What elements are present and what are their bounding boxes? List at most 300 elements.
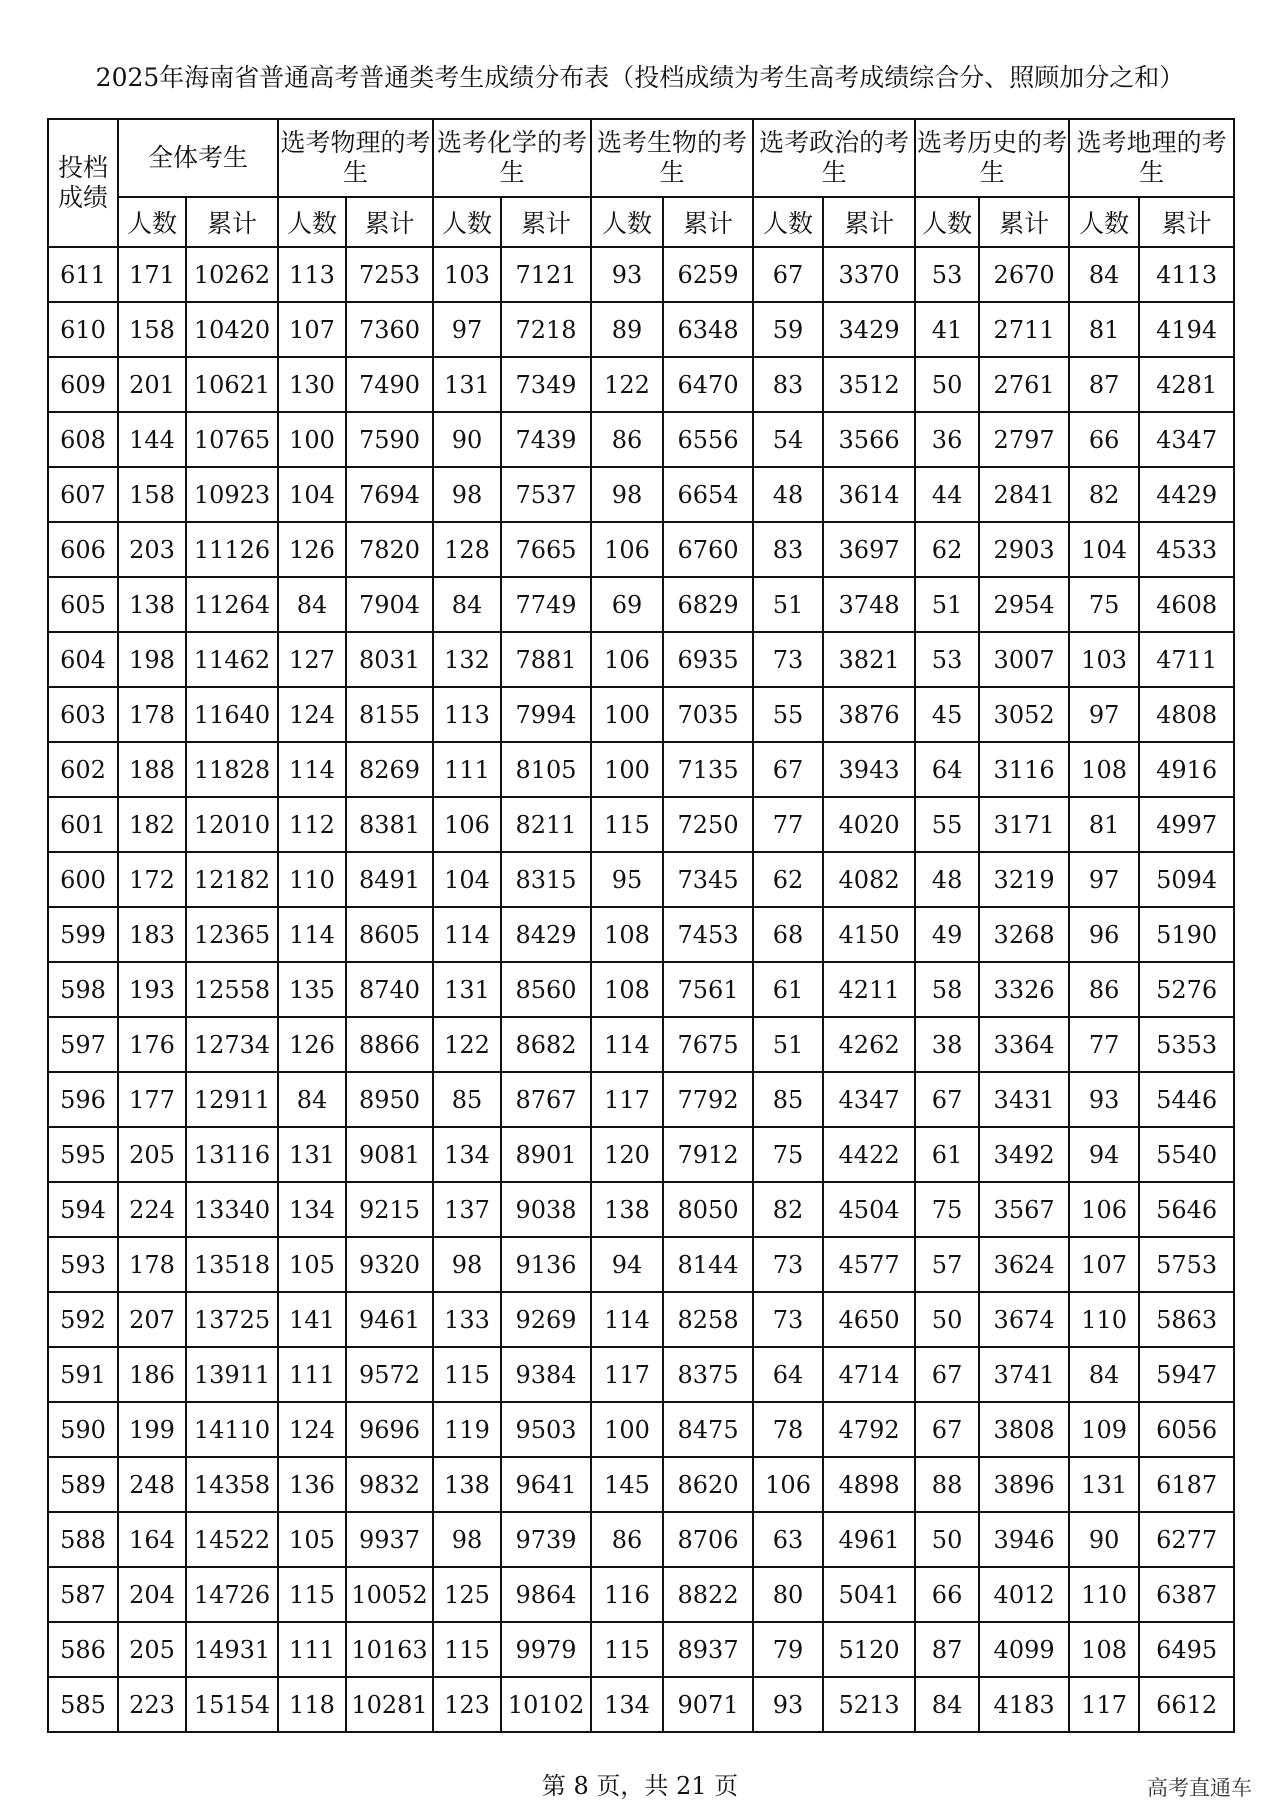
cumulative-cell: 13911 — [186, 1347, 278, 1402]
score-distribution-table — [47, 118, 1235, 1733]
count-cell: 84 — [278, 577, 346, 632]
cumulative-cell: 8375 — [663, 1347, 753, 1402]
count-cell: 86 — [591, 412, 663, 467]
cumulative-cell: 12010 — [186, 797, 278, 852]
cumulative-cell: 4211 — [823, 962, 915, 1017]
table-row — [48, 742, 1234, 797]
table-row — [48, 797, 1234, 852]
cumulative-cell: 6056 — [1139, 1402, 1234, 1457]
count-cell: 105 — [278, 1237, 346, 1292]
score-cell: 595 — [48, 1127, 118, 1182]
table-row — [48, 1292, 1234, 1347]
count-cell: 87 — [1069, 357, 1139, 412]
cumulative-cell: 9269 — [501, 1292, 591, 1347]
count-cell: 57 — [915, 1237, 979, 1292]
count-cell: 67 — [753, 742, 823, 797]
cumulative-cell: 3567 — [979, 1182, 1069, 1237]
count-cell: 69 — [591, 577, 663, 632]
count-cell: 81 — [1069, 797, 1139, 852]
cumulative-cell: 3326 — [979, 962, 1069, 1017]
cumulative-cell: 11126 — [186, 522, 278, 577]
cumulative-cell: 3007 — [979, 632, 1069, 687]
count-cell: 100 — [591, 1402, 663, 1457]
count-header: 人数 — [591, 197, 663, 247]
count-cell: 135 — [278, 962, 346, 1017]
count-cell: 127 — [278, 632, 346, 687]
count-cell: 183 — [118, 907, 186, 962]
count-cell: 100 — [591, 687, 663, 742]
cumulative-cell: 6259 — [663, 247, 753, 302]
count-cell: 131 — [433, 962, 501, 1017]
count-cell: 73 — [753, 1237, 823, 1292]
count-cell: 105 — [278, 1512, 346, 1567]
count-cell: 111 — [278, 1347, 346, 1402]
cumulative-cell: 5947 — [1139, 1347, 1234, 1402]
cumulative-cell: 4020 — [823, 797, 915, 852]
count-cell: 136 — [278, 1457, 346, 1512]
cumulative-cell: 4262 — [823, 1017, 915, 1072]
cumulative-cell: 8381 — [346, 797, 433, 852]
cumulative-cell: 7360 — [346, 302, 433, 357]
cumulative-cell: 8937 — [663, 1622, 753, 1677]
cumulative-cell: 4808 — [1139, 687, 1234, 742]
count-cell: 131 — [278, 1127, 346, 1182]
table-row — [48, 412, 1234, 467]
count-cell: 66 — [1069, 412, 1139, 467]
count-cell: 73 — [753, 632, 823, 687]
count-cell: 114 — [591, 1292, 663, 1347]
cumulative-cell: 4082 — [823, 852, 915, 907]
cumulative-cell: 5863 — [1139, 1292, 1234, 1347]
count-cell: 118 — [278, 1677, 346, 1732]
count-cell: 84 — [278, 1072, 346, 1127]
count-cell: 158 — [118, 302, 186, 357]
cumulative-cell: 7561 — [663, 962, 753, 1017]
count-cell: 85 — [753, 1072, 823, 1127]
count-cell: 115 — [433, 1347, 501, 1402]
group-header-biology: 选考生物的考生 — [591, 119, 753, 197]
count-cell: 86 — [591, 1512, 663, 1567]
cumulative-cell: 4194 — [1139, 302, 1234, 357]
count-cell: 104 — [433, 852, 501, 907]
table-row — [48, 1457, 1234, 1512]
watermark: 高考直通车 — [1147, 1776, 1252, 1800]
count-cell: 38 — [915, 1017, 979, 1072]
count-cell: 58 — [915, 962, 979, 1017]
count-cell: 134 — [591, 1677, 663, 1732]
count-cell: 55 — [753, 687, 823, 742]
count-cell: 126 — [278, 1017, 346, 1072]
table-row — [48, 907, 1234, 962]
count-cell: 51 — [753, 1017, 823, 1072]
count-cell: 108 — [591, 907, 663, 962]
cumulative-cell: 12734 — [186, 1017, 278, 1072]
count-cell: 104 — [1069, 522, 1139, 577]
count-cell: 53 — [915, 247, 979, 302]
count-cell: 124 — [278, 687, 346, 742]
cumulative-cell: 12365 — [186, 907, 278, 962]
count-cell: 77 — [1069, 1017, 1139, 1072]
cumulative-cell: 8475 — [663, 1402, 753, 1457]
table-row — [48, 1347, 1234, 1402]
cumulative-cell: 5540 — [1139, 1127, 1234, 1182]
count-cell: 104 — [278, 467, 346, 522]
count-cell: 141 — [278, 1292, 346, 1347]
count-cell: 51 — [753, 577, 823, 632]
score-cell: 587 — [48, 1567, 118, 1622]
cumulative-cell: 13725 — [186, 1292, 278, 1347]
cumulative-cell: 8560 — [501, 962, 591, 1017]
cumulative-cell: 4961 — [823, 1512, 915, 1567]
count-cell: 96 — [1069, 907, 1139, 962]
count-cell: 207 — [118, 1292, 186, 1347]
cumulative-cell: 7218 — [501, 302, 591, 357]
cumulative-cell: 8105 — [501, 742, 591, 797]
count-cell: 124 — [278, 1402, 346, 1457]
score-cell: 610 — [48, 302, 118, 357]
cumulative-cell: 12558 — [186, 962, 278, 1017]
cumulative-cell: 6829 — [663, 577, 753, 632]
table-row — [48, 467, 1234, 522]
count-cell: 178 — [118, 1237, 186, 1292]
cumulative-cell: 8155 — [346, 687, 433, 742]
cumulative-cell: 14726 — [186, 1567, 278, 1622]
cumulative-cell: 4997 — [1139, 797, 1234, 852]
count-cell: 182 — [118, 797, 186, 852]
table-row — [48, 357, 1234, 412]
score-cell: 606 — [48, 522, 118, 577]
count-cell: 112 — [278, 797, 346, 852]
count-cell: 62 — [915, 522, 979, 577]
cumulative-cell: 8258 — [663, 1292, 753, 1347]
cumulative-cell: 8429 — [501, 907, 591, 962]
cumulative-cell: 3431 — [979, 1072, 1069, 1127]
cumulative-cell: 12182 — [186, 852, 278, 907]
count-cell: 205 — [118, 1127, 186, 1182]
cumulative-header: 累计 — [823, 197, 915, 247]
count-cell: 49 — [915, 907, 979, 962]
count-cell: 95 — [591, 852, 663, 907]
cumulative-cell: 9503 — [501, 1402, 591, 1457]
group-header-geography: 选考地理的考生 — [1069, 119, 1234, 197]
table-row — [48, 522, 1234, 577]
count-header: 人数 — [278, 197, 346, 247]
cumulative-cell: 9937 — [346, 1512, 433, 1567]
count-cell: 94 — [1069, 1127, 1139, 1182]
cumulative-cell: 9215 — [346, 1182, 433, 1237]
count-cell: 111 — [278, 1622, 346, 1677]
count-cell: 113 — [278, 247, 346, 302]
count-cell: 41 — [915, 302, 979, 357]
count-cell: 123 — [433, 1677, 501, 1732]
cumulative-cell: 8901 — [501, 1127, 591, 1182]
count-cell: 186 — [118, 1347, 186, 1402]
group-header-all: 全体考生 — [118, 119, 278, 197]
cumulative-cell: 13340 — [186, 1182, 278, 1237]
count-cell: 106 — [1069, 1182, 1139, 1237]
count-cell: 224 — [118, 1182, 186, 1237]
cumulative-cell: 3492 — [979, 1127, 1069, 1182]
count-cell: 131 — [1069, 1457, 1139, 1512]
cumulative-header: 累计 — [663, 197, 753, 247]
count-cell: 106 — [433, 797, 501, 852]
cumulative-cell: 6760 — [663, 522, 753, 577]
score-cell: 605 — [48, 577, 118, 632]
count-cell: 64 — [915, 742, 979, 797]
cumulative-cell: 8767 — [501, 1072, 591, 1127]
cumulative-cell: 9136 — [501, 1237, 591, 1292]
count-cell: 75 — [1069, 577, 1139, 632]
count-cell: 116 — [591, 1567, 663, 1622]
count-cell: 145 — [591, 1457, 663, 1512]
count-cell: 133 — [433, 1292, 501, 1347]
count-cell: 59 — [753, 302, 823, 357]
count-cell: 134 — [278, 1182, 346, 1237]
cumulative-cell: 6470 — [663, 357, 753, 412]
cumulative-cell: 4898 — [823, 1457, 915, 1512]
cumulative-cell: 7694 — [346, 467, 433, 522]
cumulative-cell: 2670 — [979, 247, 1069, 302]
group-header-physics: 选考物理的考生 — [278, 119, 433, 197]
cumulative-cell: 4577 — [823, 1237, 915, 1292]
score-column-header: 投档成绩 — [48, 119, 118, 247]
table-row — [48, 302, 1234, 357]
table-row — [48, 1127, 1234, 1182]
score-cell: 585 — [48, 1677, 118, 1732]
count-cell: 51 — [915, 577, 979, 632]
count-cell: 81 — [1069, 302, 1139, 357]
count-cell: 61 — [753, 962, 823, 1017]
count-cell: 106 — [591, 632, 663, 687]
cumulative-cell: 11462 — [186, 632, 278, 687]
score-cell: 597 — [48, 1017, 118, 1072]
cumulative-cell: 9038 — [501, 1182, 591, 1237]
cumulative-cell: 4347 — [1139, 412, 1234, 467]
count-cell: 111 — [433, 742, 501, 797]
table-row — [48, 632, 1234, 687]
count-cell: 98 — [591, 467, 663, 522]
cumulative-cell: 10765 — [186, 412, 278, 467]
count-cell: 85 — [433, 1072, 501, 1127]
count-cell: 119 — [433, 1402, 501, 1457]
count-cell: 84 — [1069, 247, 1139, 302]
cumulative-cell: 3429 — [823, 302, 915, 357]
count-cell: 97 — [433, 302, 501, 357]
cumulative-cell: 4792 — [823, 1402, 915, 1457]
cumulative-cell: 9979 — [501, 1622, 591, 1677]
cumulative-cell: 8315 — [501, 852, 591, 907]
cumulative-cell: 9384 — [501, 1347, 591, 1402]
count-cell: 75 — [915, 1182, 979, 1237]
count-cell: 172 — [118, 852, 186, 907]
table-row — [48, 1017, 1234, 1072]
count-cell: 114 — [591, 1017, 663, 1072]
cumulative-cell: 9739 — [501, 1512, 591, 1567]
cumulative-cell: 2954 — [979, 577, 1069, 632]
score-cell: 598 — [48, 962, 118, 1017]
count-cell: 50 — [915, 1292, 979, 1347]
cumulative-cell: 4099 — [979, 1622, 1069, 1677]
count-cell: 93 — [1069, 1072, 1139, 1127]
score-cell: 599 — [48, 907, 118, 962]
cumulative-cell: 10621 — [186, 357, 278, 412]
cumulative-cell: 7453 — [663, 907, 753, 962]
header-group-row — [48, 119, 1234, 197]
count-cell: 88 — [915, 1457, 979, 1512]
cumulative-cell: 3943 — [823, 742, 915, 797]
count-cell: 120 — [591, 1127, 663, 1182]
cumulative-cell: 5094 — [1139, 852, 1234, 907]
count-cell: 48 — [753, 467, 823, 522]
cumulative-cell: 11264 — [186, 577, 278, 632]
count-cell: 45 — [915, 687, 979, 742]
cumulative-cell: 5353 — [1139, 1017, 1234, 1072]
cumulative-cell: 3512 — [823, 357, 915, 412]
count-cell: 203 — [118, 522, 186, 577]
count-cell: 67 — [915, 1072, 979, 1127]
count-cell: 93 — [591, 247, 663, 302]
cumulative-header: 累计 — [186, 197, 278, 247]
count-cell: 54 — [753, 412, 823, 467]
cumulative-cell: 3566 — [823, 412, 915, 467]
score-cell: 608 — [48, 412, 118, 467]
cumulative-cell: 9864 — [501, 1567, 591, 1622]
cumulative-cell: 9081 — [346, 1127, 433, 1182]
cumulative-cell: 6495 — [1139, 1622, 1234, 1677]
count-cell: 64 — [753, 1347, 823, 1402]
count-cell: 114 — [278, 742, 346, 797]
count-cell: 138 — [591, 1182, 663, 1237]
cumulative-cell: 8682 — [501, 1017, 591, 1072]
count-cell: 97 — [1069, 687, 1139, 742]
cumulative-cell: 13116 — [186, 1127, 278, 1182]
count-cell: 83 — [753, 357, 823, 412]
count-cell: 100 — [591, 742, 663, 797]
cumulative-cell: 8050 — [663, 1182, 753, 1237]
count-header: 人数 — [433, 197, 501, 247]
cumulative-cell: 5276 — [1139, 962, 1234, 1017]
cumulative-cell: 4150 — [823, 907, 915, 962]
cumulative-cell: 7439 — [501, 412, 591, 467]
count-cell: 223 — [118, 1677, 186, 1732]
count-cell: 106 — [591, 522, 663, 577]
score-cell: 600 — [48, 852, 118, 907]
score-cell: 604 — [48, 632, 118, 687]
cumulative-cell: 2711 — [979, 302, 1069, 357]
cumulative-cell: 3219 — [979, 852, 1069, 907]
cumulative-cell: 6277 — [1139, 1512, 1234, 1567]
table-body — [48, 247, 1234, 1732]
cumulative-cell: 3808 — [979, 1402, 1069, 1457]
count-cell: 171 — [118, 247, 186, 302]
count-cell: 36 — [915, 412, 979, 467]
count-header: 人数 — [118, 197, 186, 247]
table-row — [48, 1237, 1234, 1292]
count-cell: 164 — [118, 1512, 186, 1567]
cumulative-cell: 3697 — [823, 522, 915, 577]
cumulative-cell: 3674 — [979, 1292, 1069, 1347]
count-cell: 68 — [753, 907, 823, 962]
cumulative-cell: 7121 — [501, 247, 591, 302]
cumulative-cell: 3624 — [979, 1237, 1069, 1292]
count-cell: 94 — [591, 1237, 663, 1292]
count-cell: 66 — [915, 1567, 979, 1622]
cumulative-cell: 8269 — [346, 742, 433, 797]
score-cell: 609 — [48, 357, 118, 412]
cumulative-cell: 3741 — [979, 1347, 1069, 1402]
count-cell: 103 — [1069, 632, 1139, 687]
cumulative-cell: 7537 — [501, 467, 591, 522]
cumulative-cell: 3748 — [823, 577, 915, 632]
count-cell: 108 — [1069, 742, 1139, 797]
count-cell: 78 — [753, 1402, 823, 1457]
cumulative-header: 累计 — [979, 197, 1069, 247]
count-cell: 50 — [915, 1512, 979, 1567]
count-cell: 53 — [915, 632, 979, 687]
count-cell: 80 — [753, 1567, 823, 1622]
count-cell: 117 — [1069, 1677, 1139, 1732]
count-cell: 89 — [591, 302, 663, 357]
cumulative-cell: 5120 — [823, 1622, 915, 1677]
count-cell: 117 — [591, 1072, 663, 1127]
count-header: 人数 — [1069, 197, 1139, 247]
cumulative-cell: 7035 — [663, 687, 753, 742]
count-cell: 122 — [591, 357, 663, 412]
cumulative-cell: 5446 — [1139, 1072, 1234, 1127]
score-cell: 611 — [48, 247, 118, 302]
count-cell: 110 — [278, 852, 346, 907]
cumulative-cell: 3171 — [979, 797, 1069, 852]
table-row — [48, 962, 1234, 1017]
count-cell: 98 — [433, 1512, 501, 1567]
count-cell: 84 — [1069, 1347, 1139, 1402]
cumulative-cell: 6348 — [663, 302, 753, 357]
score-cell: 591 — [48, 1347, 118, 1402]
count-cell: 137 — [433, 1182, 501, 1237]
cumulative-cell: 4504 — [823, 1182, 915, 1237]
group-header-history: 选考历史的考生 — [915, 119, 1069, 197]
cumulative-cell: 4714 — [823, 1347, 915, 1402]
score-cell: 607 — [48, 467, 118, 522]
page-title: 2025年海南省普通高考普通类考生成绩分布表（投档成绩为考生高考成绩综合分、照顾加分之和） — [95, 63, 1185, 92]
count-cell: 158 — [118, 467, 186, 522]
cumulative-header: 累计 — [501, 197, 591, 247]
table-row — [48, 1512, 1234, 1567]
table-row — [48, 577, 1234, 632]
count-header: 人数 — [753, 197, 823, 247]
cumulative-cell: 3821 — [823, 632, 915, 687]
cumulative-cell: 2797 — [979, 412, 1069, 467]
table-row — [48, 852, 1234, 907]
count-cell: 114 — [433, 907, 501, 962]
cumulative-cell: 7665 — [501, 522, 591, 577]
cumulative-cell: 6187 — [1139, 1457, 1234, 1512]
count-cell: 126 — [278, 522, 346, 577]
cumulative-cell: 7820 — [346, 522, 433, 577]
cumulative-cell: 10420 — [186, 302, 278, 357]
cumulative-cell: 6612 — [1139, 1677, 1234, 1732]
score-cell: 601 — [48, 797, 118, 852]
cumulative-cell: 4650 — [823, 1292, 915, 1347]
cumulative-cell: 4012 — [979, 1567, 1069, 1622]
count-cell: 131 — [433, 357, 501, 412]
count-cell: 138 — [118, 577, 186, 632]
score-cell: 603 — [48, 687, 118, 742]
cumulative-cell: 2761 — [979, 357, 1069, 412]
cumulative-cell: 8031 — [346, 632, 433, 687]
score-cell: 592 — [48, 1292, 118, 1347]
cumulative-cell: 4429 — [1139, 467, 1234, 522]
